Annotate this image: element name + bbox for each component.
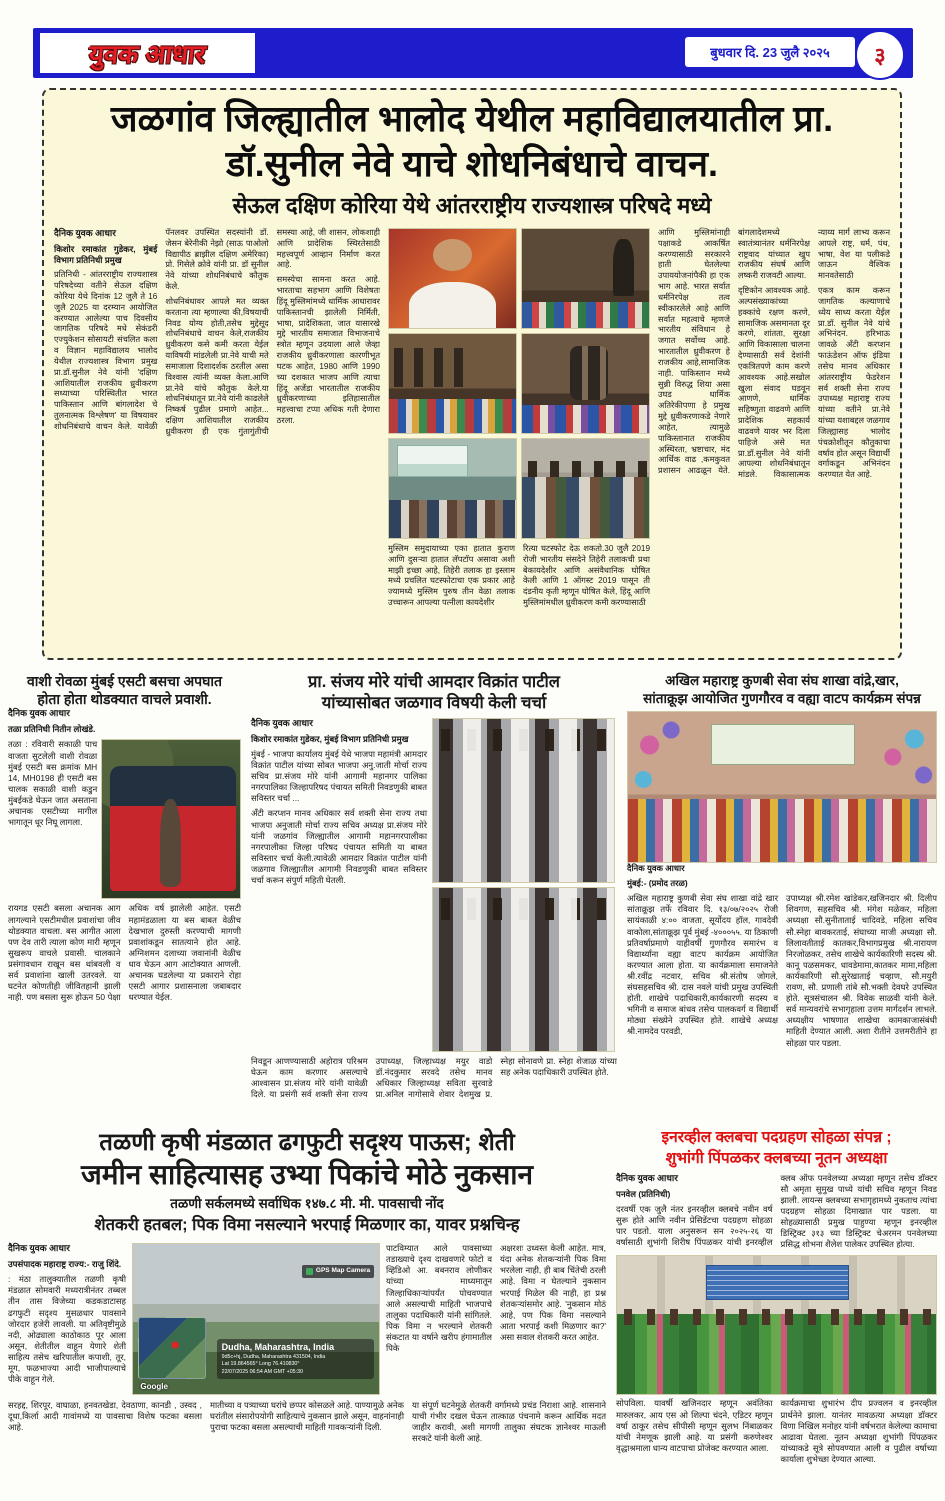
inner-wheel-group-photo — [616, 1255, 937, 1395]
lead-agency-line: दैनिक युवक आधार — [54, 228, 116, 238]
rain-reporter-line: उपसंपादक महाराष्ट्र राज्य:- राजु शिंदे. — [8, 1259, 122, 1270]
inner-wheel-article — [616, 1128, 937, 1498]
bus-agency-line: दैनिक युवक आधार — [8, 708, 70, 719]
bus-reporter-line: तळा प्रतिनिधी नितीन लोखंडे. — [8, 724, 96, 735]
rain-left-column — [8, 1243, 126, 1395]
bus-accident-article — [8, 672, 241, 1118]
inner-top-columns — [616, 1173, 937, 1252]
gps-address-line: 9d5c+hj, Dudha, Maharashtra 431504, India — [221, 1353, 326, 1360]
newspaper-logo — [40, 33, 255, 73]
bus-headline-line2: होता होता थोडक्यात वाचले प्रवाशी. — [37, 691, 212, 708]
bottom-row — [8, 1128, 937, 1498]
lead-body-paragraph: दृष्टिकोन आवश्यक आहे. अल्पसंख्याकांच्या हक्कांचे रक्षण करणे, सामाजिक असमानता दूर करणे, शांतता, सुरक्षा आणि विकासाला चालना देण्यासाठी सर्व देशांनी एकत्रितपणे काम करणे आवश्यक आहे.सखोल खुला संवाद घडवून आणणे, धार्मिक सहिष्णुता वाढवणे आणि प्रादेशिक सहकार्य वाढवणे यावर भर दिला पाहिजे असे मत प्रा.डॉ.सुनील नेवे यांनी आपल्या शोधनिबंधातून मांडले. विकासात्मक न्याय्य मार्ग लाभ्य करून आपले राष्ट्र, धर्म, पंथ, भाषा, वेश या पलीकडे जाऊन वैश्विक मानवतेसाठी — [738, 228, 890, 480]
conference-stall-photo-3 — [521, 333, 650, 434]
rain-headline-line2: जमीन साहित्यासह उभ्या पिकांचे मोठे नुकसान — [80, 1159, 534, 1190]
bus-bottom-columns — [8, 903, 241, 1005]
kunbi-body-columns — [627, 893, 937, 1048]
gps-latlong-line: Lat 19.864565° Long 76.410830° — [221, 1361, 300, 1368]
rain-bottom-columns — [8, 1400, 606, 1444]
more-headline-line1: प्रा. संजय मोरे यांची आमदार विक्रांत पाटील — [308, 673, 560, 691]
google-watermark: Google — [140, 1382, 168, 1392]
conference-stall-photo-1 — [521, 228, 650, 329]
bus-body-paragraph: रायगड एसटी बसला अचानक आग लागल्याने एसटीमधील प्रवाशांचा जीव थोडक्यात वाचला. बस आगीत आला पण देव तारी त्याला कोण मारी म्हणून सुखरूप वाचले प्रवासी. चालकाने प्रसंगावधान राखून बस थांबवली व सर्व प्रवाशांना खाली उतरवले. या घटनेत कोणतीही जीवितहानी झाली नाही. पण बसला सुरू होऊन 50 पेक्षा अधिक वर्ष झालेली आहेत. एसटी महामंडळाला या बस बाबत वेळीच देखभाल दुरुस्ती करण्याची मागणी प्रवाशांकडून सातत्याने होत आहे. अग्निशमन दलाच्या जवानांनी वेळीच धाव घेऊन आग आटोक्यात आणली. अचानक घडलेल्या या प्रकाराने रोहा एसटी आगार प्रशासनाला जबाबदार धरण्यात येईल. — [8, 903, 241, 1003]
inner-body-paragraph: दरवर्षी एक जुलै नंतर इनरव्हील क्लबचे नवीन वर्ष सुरू होते आणि नवीन प्रेसिडेंटचा पदग्रहण सोहळा पार पडतो. याला अनुसरून सन २०२५-२६ या वर्षासाठी शुभांगी शिरीष पिंपळकर यांची इनरव्हील क्लब ऑफ पनवेलच्या अध्यक्षा म्हणून तसेच डॉक्टर सौ अमृता सुमुख पाध्ये यांची सचिव म्हणून निवड झाली. लायन्स क्लबच्या सभागृहामध्ये नुकताच त्यांचा पदग्रहण सोहळा दिमाखात पार पडला. या सोहळ्यासाठी प्रमुख पाहुण्या म्हणून इनरव्हील डिस्ट्रिक्ट ३१३ च्या डिस्ट्रिक्ट चेअरमन पनवेलच्या प्रसिद्ध शोभना शैलेश पालेकर उपस्थित होत्या. — [616, 1172, 937, 1250]
leaders-group-photo-1 — [432, 718, 615, 883]
gps-map-camera-badge — [302, 1265, 374, 1278]
rain-body-paragraph: : मंठा तालुक्यातील तळणी कृषी मंडळात सोमवारी मध्यरात्रीनंतर तब्बल तीन तास विजेच्या कडकडाटासह ढगफुटी सदृश्य मुसळधार पावसाने जोरदार हजेरी लावली. या अतिवृष्टीमुळे नदी, ओढ्याला काठोकाठ पूर आला असून, शेतीतील वाहून येणारे शेती साहित्य तसेच खरिपातील कपाशी, तूर, मूग, फळभाज्या आदी भाजीपाल्याचे पीके वाहून गेले. — [8, 1274, 126, 1385]
professor-portrait-photo — [388, 228, 517, 329]
inner-body-paragraph: कार्यक्रमाचा शुभारंभ दीप प्रज्वलन व इनरव्हील प्रार्थनेने झाला. यानंतर मावळत्या अध्यक्षा डॉक्टर विणा निखिल मनोहर यांनी वर्षभरात केलेल्या कामाचा आढावा घेतला. नूतन अध्यक्षा शुभांगी पिंपळकर यांच्याकडे सूत्रे सोपवण्यात आली व पुढील वर्षाच्या कार्याला शुभेच्छा देण्यात आल्या. — [780, 1398, 937, 1464]
rain-right-columns — [386, 1243, 606, 1395]
more-reporter-line: किशोर रमाकांत गुडेकर, मुंबई विभाग प्रतिनिधी प्रमुख — [251, 733, 409, 744]
rain-body-paragraph: सरहद्द, शिरपूर, वाघाळा, हनवतखेडा, देवठाणा, कानडी , उस्वद , दूधा,किर्ला आदी गावांमध्ये या पावसाचा विशेष फटका बसला आहे. — [8, 1400, 202, 1433]
kunbi-body-paragraph: अखिल महाराष्ट्र कुणबी सेवा संघ शाखा वांद्रे खार सांताक्रूझ तर्फे रविवार दि. १३/०७/२०२५ रोजी सायंकाळी ४:०० वाजता, सूर्योदय हॉल, गावदेवी वाकोला,सांताक्रूझ पूर्व मुंबई -४०००५५. या ठिकाणी प्रतिवर्षाप्रमाणे याहीवर्षी गुणगौरव समारंभ व विद्यार्थ्यांना वह्या वाटप कार्यक्रम आयोजित करण्यात आला होता. या कार्यक्रमाला समाजनेते श्री.रवींद्र नटवार, सचिव श्री.संतोष जोगले, संघसहसचिव श्री. दास नवले यांची प्रमुख उपस्थिती होती. शाखेचे पदाधिकारी,कार्यकारणी सदस्य व भगिनी व समाज बांधव तसेच पालकवर्ग व विद्यार्थी मोठ्या संख्येने उपस्थित होते. शाखेचे अध्यक्ष श्री.नामदेव परवडी, — [627, 893, 778, 1037]
more-patil-article — [251, 672, 617, 1118]
newspaper-logo-text: युवक आधार — [87, 39, 208, 69]
lead-reporter-line: किशोर रमाकांत गुडेकर, मुंबई विभाग प्रतिनिधी प्रमुख — [54, 243, 158, 266]
leaders-group-photo-2 — [432, 887, 615, 1052]
rain-body-paragraph: मातीच्या व पत्र्याच्या घरांचे छप्पर कोसळले आहे. पाण्यामुळे अनेक घरांतील संसारोपयोगी साहित्याचे नुकसान झाले असून, वाहनांनाही पुराचा फटका बसला असल्याची माहिती गावकऱ्यांनी दिली. — [210, 1400, 404, 1433]
lead-body-paragraph: मुस्लिम समुदायाच्या एका हातात कुराण आणि दुसऱ्या हातात लॅपटॉप असावा अशी माझी इच्छा आहे, तिहेरी तलाक हा इस्लाम मध्ये प्रचलित घटस्फोटाचा एक प्रकार आहे ज्यामध्ये मुस्लिम पुरुष तीन वेळा तलाक उच्चारून आपल्या पत्नीला कायदेशीर — [388, 544, 515, 608]
more-body-paragraph: अँटी करप्शन मानव अधिकार सर्व शक्ती सेना राज्य तथा भाजपा अनुजाती मोर्चा राज्य सचिव अध्यक्ष प्रा.संजय मोरे यांनी जळगांव जिल्ह्यातील आगामी महानगरपालीका नगरपालीका जिल्हा परिषद पंचायत समिती या बाबत सविस्तार चर्चा केली.त्यावेळी आमदार विक्रांत पाटील यांनी जळगाव जिल्ह्यातील आगामी निवडणुकी बाबत सविस्तर चर्चा करून संपुर्ण महिती घेतली. — [251, 808, 427, 885]
rain-body-paragraph: अक्षरशः उध्वस्त केली आहेत. मात्र, यंदा अनेक शेतकऱ्यांनी पिक विमा भरलेला नाही, ही बाब चिंतेची ठरली आहे. विमा न घेतल्याने नुकसान भरपाई मिळेल की नाही, हा प्रश्न शेतकऱ्यांसमोर आहे. 'नुकसान मोठं आहे, पण पिक विमा नसल्याने आता भरपाई कशी मिळणार का?' असा सवाल शेतकरी करत आहेत. — [500, 1243, 606, 1342]
lead-body-paragraph: रित्या घटस्फोट देऊ शकतो.30 जुलै 2019 रोजी भारतीय संसदेने तिहेरी तलाकची प्रथा बेकायदेशीर आणि असंवैधानिक घोषित केली आणि 1 ऑगस्ट 2019 पासून ती दंडनीय कृती म्हणून घोषित केले, हिंदू आणि मुस्लिमांमधील ध्रुवीकरण कमी करण्यासाठी — [523, 544, 650, 608]
date-text: बुधवार दि. 23 जुलै २०२५ — [710, 45, 830, 60]
rain-subhead-2: शेतकरी हतबल; पिक विमा नसल्याने भरपाई मिळणार का, यावर प्रश्नचिन्ह — [94, 1216, 520, 1235]
lead-body-paragraph: शोधनिबंधावर आपले मत व्यक्त करताना त्या म्हणाल्या की,विषयाची निवड योग्य होती,तसेच मुद्देसूद शोधनिबंधाचे वाचन केले,राजकीय ध्रुवीकरण कसे कमी करता येईल याविषयी मांडलेली प्रा.नेवे याची मते समाजाला दिशादर्शक ठरतील असा विश्वास त्यांनी व्यक्त केला.आणि प्रा.नेवे यांचे कौतुक केले.या शोधनिबंधातून प्रा.नेवे यांनी काढलेले निष्कर्ष पुढील प्रमाणे आहेत... दक्षिण आशियातील राजकीय ध्रुवीकरण ही एक गुंतागुंतीची समस्या आहे, जी शासन, लोकशाही आणि प्रादेशिक स्थिरतेसाठी महत्त्वपूर्ण आव्हान निर्माण करत आहे. — [165, 228, 380, 436]
rain-body-paragraph: या संपूर्ण घटनेमुळे शेतकरी वर्गामध्ये प्रचंड निराशा आहे. शासनाने याची गंभीर दखल घेऊन तात्काळ पंचनामे करून आर्थिक मदत जाहीर करावी, अशी मागणी तालुका संघटक ज्ञानेश्वर माऊली सरकटे यांनी केली आहे. — [412, 1400, 606, 1444]
middle-row — [8, 672, 937, 1118]
lead-below-photo-columns — [388, 544, 650, 613]
page-number: ३ — [874, 43, 886, 68]
inner-reporter-line: पनवेल (प्रतिनिधी) — [616, 1188, 671, 1199]
more-photo-column — [432, 718, 615, 1052]
lead-headline-line1: जळगांव जिल्ह्यातील भालोद येथील महाविद्यालयातील प्रा. — [110, 98, 834, 139]
more-agency-line: दैनिक युवक आधार — [251, 717, 313, 728]
inner-headline-line1: इनरव्हील क्लबचा पदग्रहण सोहळा संपन्न ; — [661, 1129, 892, 1146]
lead-body-paragraph: समस्येचा सामना करत आहे. भारताचा सहभाग आणि विशेषतः हिंदू मुस्लिमांमध्ये धार्मिक आधारावर पाकिस्तानची झालेली निर्मिती, भाषा, प्रादेशिकता, जात यासारखे मुद्दे भारतीय समाजात विभाजनाचे स्त्रोत म्हणून उदयाला आले जेव्हा राजकीय ध्रुवीकरणाला कारणीभूत घटक आहेत, 1980 आणि 1990 च्या दशकात भाजप आणि त्याचा हिंदू अजेंडा भारतातील राजकीय ध्रुवीकरणाच्या इतिहासातील महत्त्वाचा टप्पा अधिक गती देणारा ठरला. — [276, 275, 380, 426]
kunbi-sangh-article — [627, 672, 937, 1118]
gps-place-name: Dudha, Maharashtra, India — [221, 1342, 335, 1353]
lead-photo-block — [388, 228, 650, 613]
lead-right-columns — [658, 228, 890, 613]
lead-headline-line2: डॉ.सुनील नेवे याचे शोधनिबंधाचे वाचन. — [225, 143, 718, 184]
more-body-paragraph: निवडून आणण्यासाठी अहोरात्र परिश्रम घेऊन काम करणार असल्याचे आश्वासन प्रा.संजय मोरे यांनी यावेळी दिले. या प्रसंगी सर्व शक्ती सेना राज्य उपाध्यक्ष, जिल्हाध्यक्ष मयुर वाडो डॉ.नंदकुमार सरवदे तसेच मानव अधिकार जिल्हाध्यक्ष सविता सुरवाडे प्रा.अनिल नागोसावे शेवार देशमुख प्र. स्नेहा सोनावणे प्रा. स्नेहा शेजाळ यांच्या सह अनेक पदाधिकारी उपस्थित होते. — [251, 1055, 617, 1100]
more-bottom-columns — [251, 1056, 617, 1100]
date-box — [685, 37, 855, 67]
inner-body-paragraph: सोपविला. यावर्षी खजिनदार म्हणून अवंतिका मारुलकर, आय एस ओ शिल्पा चंदने, एडिटर म्हणून वर्षा ठाकूर तसेच सीपीसी म्हणून सुलभ निंबाळकर यांची नेमणूक झाली आहे. या प्रसंगी करुणेश्वर वृद्धाश्रमाला धान्य वाटपाचा प्रोजेक्ट करण्यात आला. — [616, 1398, 773, 1453]
rain-headline-line1: तळणी कृषी मंडळात ढगफुटी सदृश्य पाऊस; शेती — [99, 1129, 515, 1156]
rain-body-paragraph: पाटविम्यात आले पावसाच्या तडाख्याचे दृश्य दाखवणारे फोटो व व्हिडिओ आ. बबनराव लोणीकर यांच्या माध्यमातून जिल्हाधिकाऱ्यांपर्यंत पोचवण्यात आले असल्याची माहिती भाजपाचे तालुका पदाधिकारी यांनी सांगितले. पिक विमा न भरल्याने शेतकरी संकटात या वर्षाने खरीप हंगामातील पिके — [386, 1243, 492, 1354]
masthead-bar — [33, 28, 913, 78]
lead-body-paragraph: एकत्र काम करून जागतिक कल्याणाचे ध्येय साध्य करता येईल प्रा.डॉ. सुनील नेवे यांचे अभिनंदन. हरिभाऊ जावळे अँटी करप्शन फाऊंडेशन ऑफ इंडिया तसेच मानव अधिकार आंतरराष्ट्रीय फेडरेशन सर्व शक्ती सेना राज्य उपाध्यक्ष महाराष्ट्र राज्य यांच्या वतीने प्रा.नेवे यांच्या यशाबद्दल जळगाव जिल्ह्यासह भालोद पंचक्रोशीतून कौतुकाचा वर्षाव होत असून विद्यार्थी वर्गाकडून अभिनंदन करण्यात येत आहे. — [818, 286, 890, 480]
kunbi-body-paragraph: उपाध्यक्ष श्री.रमेश खांडेकर,खजिनदार श्री. दिलीप शिवगण, सहसचिव श्री. मंगेश मळेकर, महिला अध्यक्षा सौ.सुनीताताई चादिवडे, महिला सचिव सौ.स्नेहा बावकरताई, संघाच्या माजी अध्यक्षा सौ. लिलावतीताई कातकर,विभागप्रमुख श्री.नारायण निरजोळकर, तसेच शाखेचे कार्यकारिणी सदस्य श्री. कानू पळसमकर, धावडेमामा,कातकर मामा,महिला कार्यकारिणी सौ.सुरेखाताई चव्हाण, सौ.मयुरी रावण, सौ. प्रणाली तांबे सौ.भक्ती देवघरे उपस्थित होते. सूत्रसंचालन श्री. विवेक साळवी यांनी केले. सर्व मान्यवरांचे सभागृहाला उत्तम मार्गदर्शन लाभले. अध्यक्षीय भाषणात शाखेचा कामकाजासंबंधी माहिती देण्यात आली. अशा रीतीने उत्तमरीतीने हा सोहळा पार पडला. — [786, 893, 937, 1048]
seminar-stage-photo — [388, 438, 517, 539]
lead-body-paragraph: आणि मुस्लिमांनाही पक्षाकडे आकर्षित करण्यासाठी सरकारने हाती घेतलेल्या उपाययोजनांपैकी हा एक भाग आहे. भारत सर्वात धर्मनिरपेक्ष तत्व स्वीकारलेले आहे आणि सर्वात महत्वाचे म्हणजे भारतीय संविधान हे जगात सर्वोच्च आहे. भारतातील ध्रुवीकरण हे राजकीय आहे,सामाजिक नाही. पाकिस्तान मध्ये सुन्नी विरुद्ध शिया असा उघड धार्मिक अतिरेकीपणा हे प्रमुख मुद्दे ध्रुवीकरणाकडे नेणारे आहेत, त्यामुळे पाकिस्तानात राजकीय अस्थिरता, भ्रष्टाचार, मंद आर्थिक वाढ ,कमकुवत प्रशासन आढळून येते. बांगलादेशमध्ये स्वातंत्र्यानंतर धर्मनिरपेक्ष राष्ट्रवाद यांच्यात खुप राजकीय संघर्ष आणि लष्करी राजवटी आल्या. — [658, 228, 810, 476]
gps-badge-label: GPS Map Camera — [315, 1267, 371, 1275]
gps-timestamp-line: 22/07/2025 06:54 AM GMT +05:30 — [221, 1368, 303, 1375]
rain-subhead-1: तळणी सर्कलमध्ये सर्वाधिक १४७.८ मी. मी. पावसाची नोंद — [170, 1195, 444, 1211]
more-body-paragraph: मुंबई - भाजपा कार्यालय मुंबई येथे भाजपा महामंत्री आमदार विक्रांत पाटील यांच्या सोबत भाजपा अनु.जाती मोर्चा राज्य सचिव प्रा.संजय मोरे यांनी आगामी महानगर पालिका नगरपालिका जिल्हापरिषद पंचायत समिती निवडणुकी बाबत सविस्तर चर्चा ... — [251, 748, 427, 804]
page-number-badge — [855, 30, 905, 80]
inner-bottom-columns — [616, 1398, 937, 1465]
kunbi-headline-line2: सांताक्रूझ आयोजित गुणगौरव व वह्या वाटप कार्यक्रम संपन्न — [643, 690, 921, 706]
rainfall-damage-article — [8, 1128, 606, 1498]
delegates-group-photo — [521, 438, 650, 539]
kunbi-agency-line: दैनिक युवक आधार — [627, 863, 685, 874]
inner-headline-line2: शुभांगी पिंपळकर क्लबच्या नूतन अध्यक्षा — [665, 1149, 888, 1167]
lead-left-columns — [54, 228, 380, 613]
map-thumbnail — [138, 1317, 206, 1379]
bus-text-column — [8, 739, 97, 899]
bus-body-paragraph: तळा : रविवारी सकाळी पाच वाजता सुटलेली वाशी रोवळा मुंबई एसटी बस क्रमांक MH 14, MH0198 ही एसटी बस चालक सकाळी वाशी कडुन मुंबईकडे घेऊन जात असताना अचानक एसटीच्या मागील भागातून धूर निघू लागला. — [8, 739, 98, 828]
gps-info-panel — [217, 1339, 374, 1379]
lead-article — [42, 88, 902, 660]
flooded-field-photo — [132, 1243, 380, 1395]
inner-agency-line: दैनिक युवक आधार — [616, 1172, 678, 1183]
bus-headline-line1: वाशी रोवळा मुंबई एसटी बसचा अपघात — [26, 673, 223, 689]
felicitation-event-photo — [627, 711, 937, 863]
kunbi-headline-line1: अखिल महाराष्ट्र कुणबी सेवा संघ शाखा वांद्रे,खार, — [665, 673, 899, 688]
kunbi-caption-line: मुंबई:- (प्रमोद तरळ) — [627, 878, 688, 889]
more-headline-line2: यांच्यासोबत जळगाव विषयी केली चर्चा — [321, 694, 547, 713]
map-pin-icon — [306, 1268, 313, 1275]
st-bus-photo — [101, 739, 241, 899]
lead-body-paragraph: प्रतिनिधी - आंतरराष्ट्रीय राज्यशास्त्र परिषदेच्या वतीने सेऊल दक्षिण कोरिया येथे दिनांक 12 जुलै ते 16 जुलै 2025 या दरम्यान आयोजित करण्यात आलेल्या पाच दिवसीय जागतिक परिषदे मधे सेकंडरी एज्युकेशन सोसायटी संचलित कला व विज्ञान महाविद्यालय भालोद येथील राज्यशास्त्र विभाग प्रमुख प्रा.डॉ.सुनील नेवे यांनी 'दक्षिण आशियातील राजकीय ध्रुवीकरण सध्याच्या परिस्थितीत भारत पाकिस्तान आणि बांगलादेश चे तुलनात्मक विश्लेषण' या विषयावर शोधनिबंधाचे वाचन केले. यावेळी पॅनलवर उपस्थित सदस्यांनी डॉ. जेसन बेरेनीकी नेझो (साऊ पाओलो विद्यापीठ ब्राझील दक्षिण अमेरिका) प्रो. गिसेले क्रोवे यांनी प्रा. डॉ सुनील नेवे यांच्या शोधनिबंधाचे कौतुक केले. — [54, 228, 269, 431]
more-text-column — [251, 718, 427, 1052]
rain-agency-line: दैनिक युवक आधार — [8, 1243, 70, 1254]
lead-subheadline: सेऊल दक्षिण कोरिया येथे आंतरराष्ट्रीय राज्यशास्त्र परिषदे मध्ये — [232, 193, 712, 218]
conference-stall-photo-2 — [388, 333, 517, 434]
